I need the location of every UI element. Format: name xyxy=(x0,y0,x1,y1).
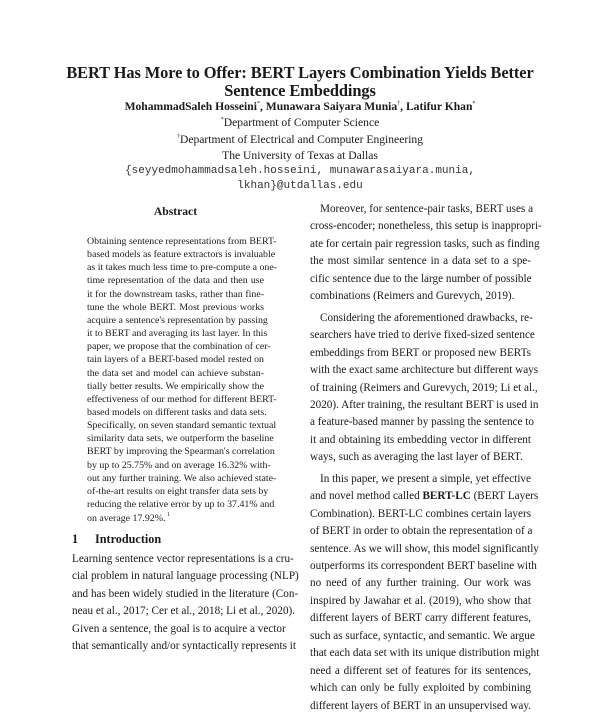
text-line: a feature-based manner by passing the sentence to xyxy=(310,416,534,429)
text-line: searchers have tried to derive fixed-sized sentence xyxy=(310,329,535,342)
text-line: In this paper, we present a simple, yet effective xyxy=(320,472,531,485)
affiliation-text: Department of Computer Science xyxy=(223,116,380,129)
section-heading-introduction xyxy=(72,532,161,547)
text-line: Learning sentence vector representations is a cru- xyxy=(72,553,294,565)
text-line: which can only be fully exploited by combining xyxy=(310,682,531,695)
author-name: Latifur Khan xyxy=(405,100,473,113)
author-mark: * xyxy=(472,101,476,107)
text-line: similarity data sets, we outperform the baseline xyxy=(87,433,274,445)
text-line: it for the downstream tasks, rather than fine- xyxy=(87,288,264,300)
text-line: such as surface, syntactic, and semantic. We argue xyxy=(310,629,535,642)
text-line: different layers of BERT in an unsupervised way. xyxy=(310,699,531,712)
text-line: and novel method called BERT-LC (BERT Layers xyxy=(310,490,539,503)
text-line: Moreover, for sentence-pair tasks, BERT uses a xyxy=(320,203,534,215)
paper-title-line-1: BERT Has More to Offer: BERT Layers Combination Yields Better xyxy=(66,63,534,82)
text-line: reducing the relative error by up to 37.41% and xyxy=(87,499,275,510)
text-line: by up to 25.75% and on average 16.32% with- xyxy=(87,459,271,471)
affiliation-2 xyxy=(0,133,600,146)
text-line: it and obtaining its embedding vector in different xyxy=(310,433,531,446)
author-name: Munawara Saiyara Munia xyxy=(265,100,398,113)
text-line: outperforms its correspondent BERT baseline with xyxy=(310,560,537,572)
text-line: effectiveness of our method for different BERT- xyxy=(87,393,277,405)
text-line: ate for certain pair regression tasks, such as finding xyxy=(310,237,540,250)
text-line: Specifically, on seven standard semantic textual xyxy=(87,420,277,432)
text-line: tially better results. We empirically show the xyxy=(87,380,264,392)
section-title: Introduction xyxy=(95,532,162,546)
text-line: Given a sentence, the goal is to acquire a vector xyxy=(72,622,286,635)
text-line: time representation of the data and then use xyxy=(87,275,264,287)
email-line-2: lkhan}@utdallas.edu xyxy=(237,180,363,192)
text-line: the data set and model can achieve substan- xyxy=(87,367,264,379)
text-line: as it takes much less time to pre-compute a one- xyxy=(87,262,278,274)
text-line: paper, we propose that the combination of cer- xyxy=(87,341,271,353)
text-line: no need of any further training. Our work was xyxy=(310,577,531,590)
affiliation-text: Department of Electrical and Computer Engineering xyxy=(179,133,424,146)
text-line: Combination). BERT-LC combines certain layers xyxy=(310,507,532,520)
text-line: of training (Reimers and Gurevych, 2019; Li et al., xyxy=(310,381,538,394)
text-line: tune the whole BERT. Most previous works xyxy=(87,301,264,313)
method-name: BERT-LC xyxy=(422,490,471,503)
email-line-1: {seyyedmohammadsaleh.hosseini, munawarasaiyara.munia, xyxy=(125,165,475,177)
affiliation-1 xyxy=(0,116,600,129)
text-line: it to BERT and averaging its last layer. In this xyxy=(87,328,268,340)
text-line: that each data set with its unique distribution might xyxy=(310,647,540,660)
paper-title-line-2: Sentence Embeddings xyxy=(224,81,376,100)
text-line: Considering the aforementioned drawbacks, re- xyxy=(320,311,533,324)
text-line: need a different set of features for its sentences, xyxy=(310,664,531,677)
author-list: MohammadSaleh Hosseini*, Munawara Saiyara Munia†, Latifur Khan* xyxy=(124,100,476,113)
text-line: sentence. As we will show, this model significantly xyxy=(310,542,539,555)
section-number: 1 xyxy=(72,532,79,546)
text-line: that semantically and/or syntactically represents it xyxy=(72,640,296,652)
text-line: of-the-art results on eight transfer data sets by xyxy=(87,485,269,497)
author-mark: † xyxy=(397,101,401,107)
abstract-heading: Abstract xyxy=(153,205,198,218)
text-line: out any further training. We also achieved state- xyxy=(87,472,277,484)
text-line: Obtaining sentence representations from BERT- xyxy=(87,236,277,247)
text-line: cross-encoder; nonetheless, this setup is inappropri- xyxy=(310,220,542,233)
affiliation-3: The University of Texas at Dallas xyxy=(222,149,378,162)
text-line: with the exact same architecture but different ways xyxy=(310,364,539,377)
text-line: inspired by Jawahar et al. (2019), who show that xyxy=(310,594,531,607)
text-line: and has been widely studied in the literature (Con- xyxy=(72,587,299,600)
text-line: the most similar sentence in a data set to a spe- xyxy=(310,255,531,268)
text-line: based models on different tasks and data sets. xyxy=(87,406,267,418)
text-line: of BERT in order to obtain the representation of a xyxy=(310,525,533,538)
text-line: acquire a sentence's representation by passing xyxy=(87,314,268,326)
text-line: combinations (Reimers and Gurevych, 2019). xyxy=(310,290,515,303)
affiliation-mark: * xyxy=(220,117,224,123)
text-line: based models as feature extractors is invaluable xyxy=(87,249,276,261)
text-line: cial problem in natural language processing (NLP) xyxy=(72,570,299,583)
text-line: BERT by improving the Spearman's correlation xyxy=(87,446,275,458)
author-mark: * xyxy=(256,101,260,107)
text-line: embeddings from BERT or proposed new BERTs xyxy=(310,346,531,359)
author-name: MohammadSaleh Hosseini xyxy=(124,100,257,113)
affiliation-mark: † xyxy=(176,134,180,140)
text-line: ways, such as averaging the last layer of BERT. xyxy=(310,451,523,464)
footnote-mark[interactable]: 1 xyxy=(165,512,170,519)
text-line: neau et al., 2017; Cer et al., 2018; Li et al., 2020). xyxy=(72,605,296,618)
text-line: cific sentence due to the large number of possible xyxy=(310,272,532,285)
text-line: tain layers of a BERT-based model rested on xyxy=(87,354,264,366)
text-line: different layers of BERT carry different features, xyxy=(310,612,531,625)
text-line: 2020). After training, the resultant BERT is used in xyxy=(310,398,539,411)
text-line: on average 17.92%. $^1$ xyxy=(87,512,170,525)
